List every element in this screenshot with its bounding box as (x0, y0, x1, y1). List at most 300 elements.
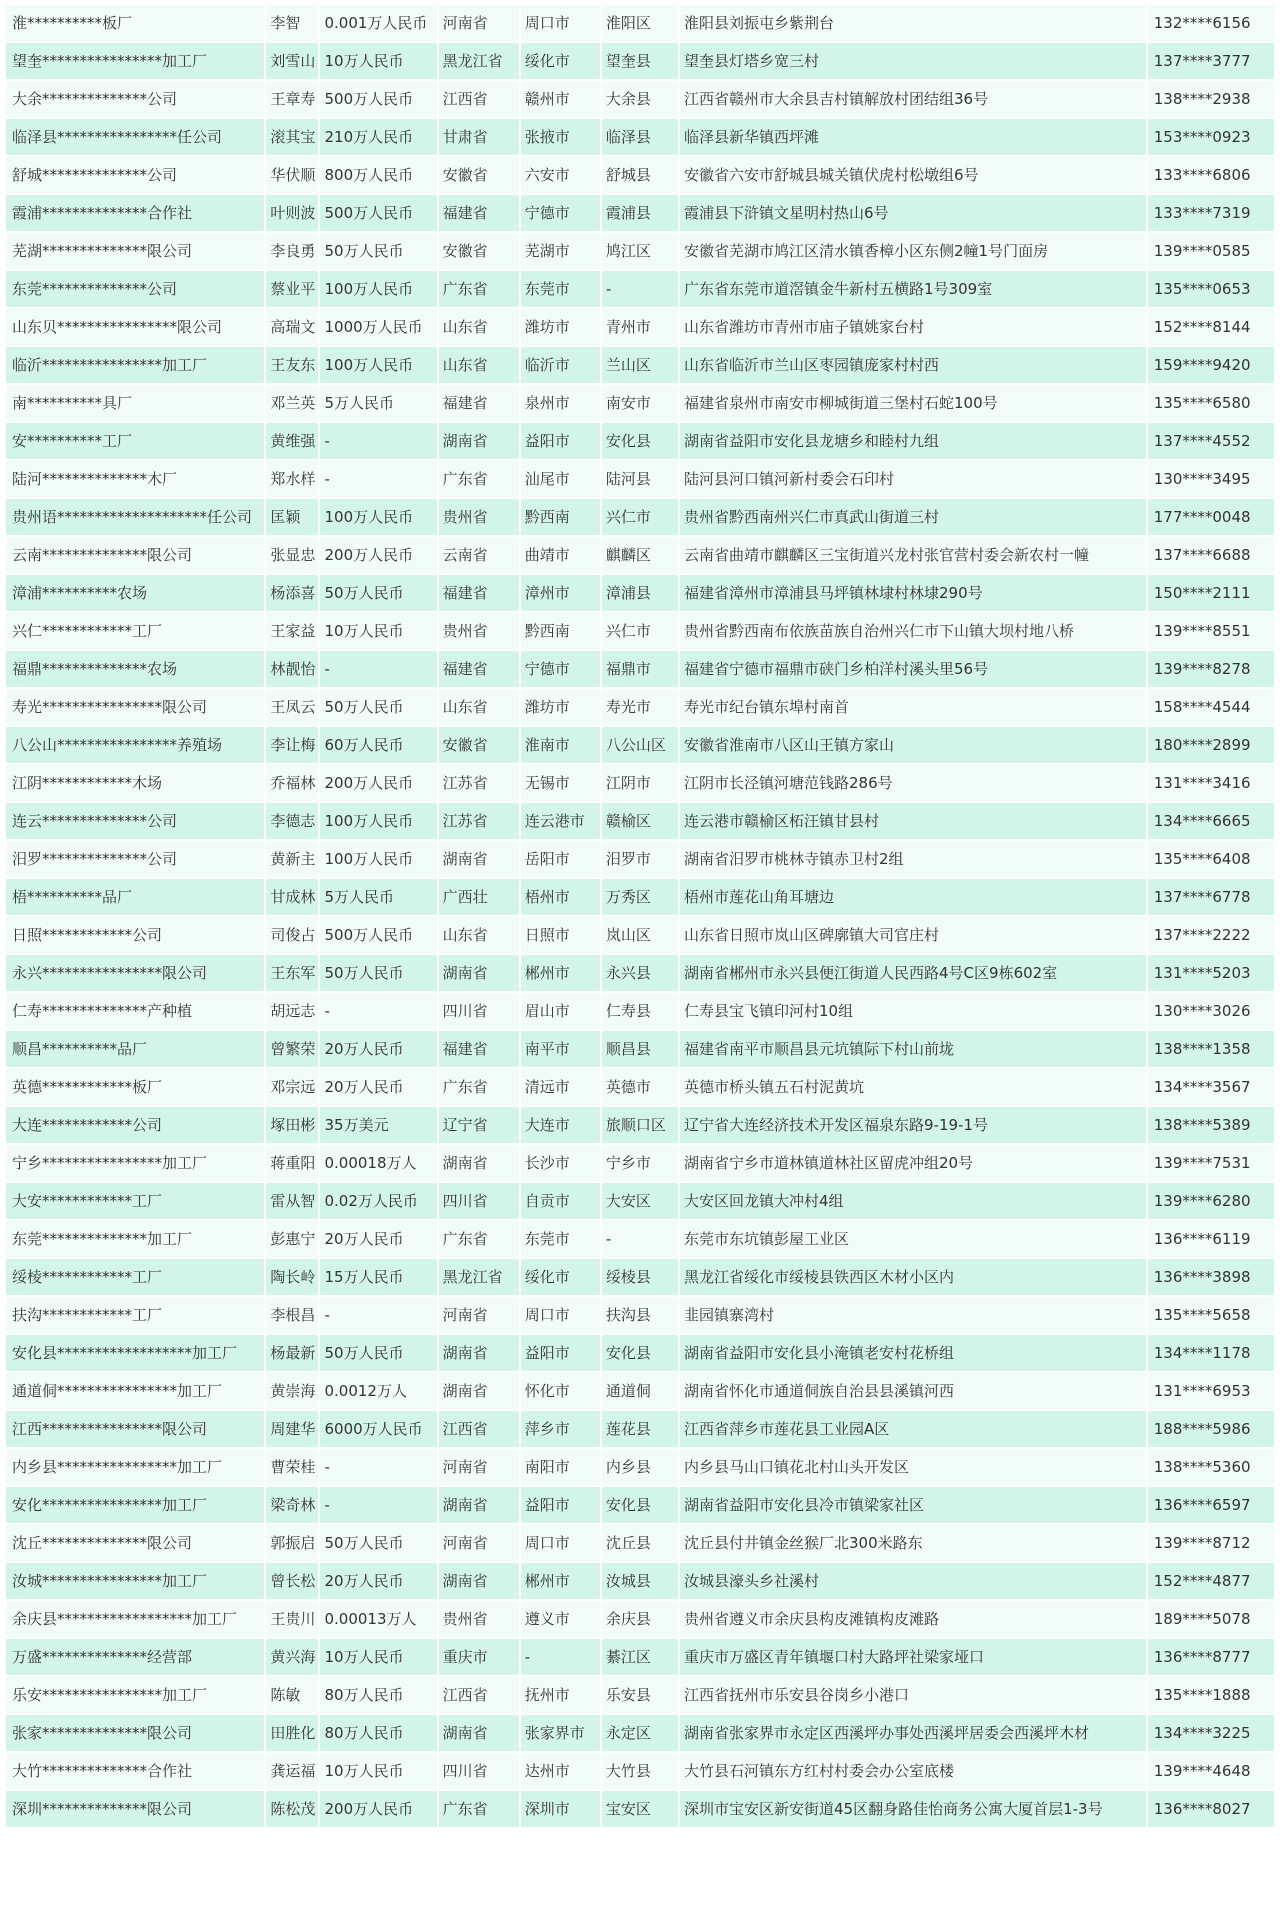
phone-cell: 134****3225 (1148, 1715, 1274, 1751)
district-cell: 鸠江区 (602, 233, 678, 269)
table-row (6, 347, 1274, 383)
legal-person-cell: 滚其宝 (266, 119, 318, 155)
city-cell: 临沂市 (521, 347, 600, 383)
phone-cell: 131****6953 (1148, 1373, 1274, 1409)
phone-cell: 137****6688 (1148, 537, 1274, 573)
province-cell: 辽宁省 (439, 1107, 519, 1143)
registered-capital-cell: 10万人民币 (320, 43, 436, 79)
registered-capital-cell: 60万人民币 (320, 727, 436, 763)
company-name-cell: 乐安****************加工厂 (6, 1677, 264, 1713)
legal-person-cell: 雷从智 (266, 1183, 318, 1219)
phone-cell: 139****8551 (1148, 613, 1274, 649)
province-cell: 四川省 (439, 1753, 519, 1789)
province-cell: 山东省 (439, 917, 519, 953)
registered-capital-cell: 50万人民币 (320, 955, 436, 991)
province-cell: 广东省 (439, 271, 519, 307)
province-cell: 广东省 (439, 461, 519, 497)
company-name-cell: 余庆县******************加工厂 (6, 1601, 264, 1637)
table-row (6, 1601, 1274, 1637)
district-cell: 兴仁市 (602, 499, 678, 535)
company-name-cell: 东莞**************加工厂 (6, 1221, 264, 1257)
phone-cell: 134****6665 (1148, 803, 1274, 839)
registered-capital-cell: 200万人民币 (320, 1791, 436, 1827)
registered-capital-cell: 0.00013万人 (320, 1601, 436, 1637)
city-cell: 淮南市 (521, 727, 600, 763)
phone-cell: 139****6280 (1148, 1183, 1274, 1219)
address-cell: 大竹县石河镇东方红村村委会办公室底楼 (680, 1753, 1146, 1789)
table-row (6, 1069, 1274, 1105)
province-cell: 江西省 (439, 81, 519, 117)
city-cell: 岳阳市 (521, 841, 600, 877)
registered-capital-cell: 100万人民币 (320, 271, 436, 307)
company-name-cell: 临沂****************加工厂 (6, 347, 264, 383)
legal-person-cell: 塚田彬 (266, 1107, 318, 1143)
company-name-cell: 贵州语********************任公司 (6, 499, 264, 535)
district-cell: 汨罗市 (602, 841, 678, 877)
district-cell: 安化县 (602, 1335, 678, 1371)
address-cell: 深圳市宝安区新安街道45区翻身路佳怡商务公寓大厦首层1-3号 (680, 1791, 1146, 1827)
registered-capital-cell: 5万人民币 (320, 879, 436, 915)
district-cell: 永定区 (602, 1715, 678, 1751)
province-cell: 贵州省 (439, 1601, 519, 1637)
address-cell: 寿光市纪台镇东埠村南首 (680, 689, 1146, 725)
legal-person-cell: 李智 (266, 5, 318, 41)
legal-person-cell: 甘成林 (266, 879, 318, 915)
district-cell: 南安市 (602, 385, 678, 421)
district-cell: 青州市 (602, 309, 678, 345)
legal-person-cell: 高瑞文 (266, 309, 318, 345)
legal-person-cell: 黄崇海 (266, 1373, 318, 1409)
registered-capital-cell: 0.02万人民币 (320, 1183, 436, 1219)
province-cell: 重庆市 (439, 1639, 519, 1675)
registered-capital-cell: 20万人民币 (320, 1031, 436, 1067)
phone-cell: 136****6597 (1148, 1487, 1274, 1523)
phone-cell: 134****1178 (1148, 1335, 1274, 1371)
table-row (6, 1107, 1274, 1143)
province-cell: 贵州省 (439, 613, 519, 649)
district-cell: 英德市 (602, 1069, 678, 1105)
district-cell: 漳浦县 (602, 575, 678, 611)
phone-cell: 152****8144 (1148, 309, 1274, 345)
table-row (6, 1335, 1274, 1371)
phone-cell: 138****2938 (1148, 81, 1274, 117)
company-name-cell: 内乡县****************加工厂 (6, 1449, 264, 1485)
city-cell: 六安市 (521, 157, 600, 193)
province-cell: 黑龙江省 (439, 43, 519, 79)
address-cell: 陆河县河口镇河新村委会石印村 (680, 461, 1146, 497)
registered-capital-cell: 500万人民币 (320, 81, 436, 117)
city-cell: 南阳市 (521, 1449, 600, 1485)
table-row (6, 5, 1274, 41)
city-cell: 益阳市 (521, 1487, 600, 1523)
table-row (6, 575, 1274, 611)
province-cell: 湖南省 (439, 841, 519, 877)
phone-cell: 135****0653 (1148, 271, 1274, 307)
table-row (6, 43, 1274, 79)
address-cell: 贵州省黔西南布依族苗族自治州兴仁市下山镇大坝村地八桥 (680, 613, 1146, 649)
legal-person-cell: 李根昌 (266, 1297, 318, 1333)
address-cell: 沈丘县付井镇金丝猴厂北300米路东 (680, 1525, 1146, 1561)
table-row (6, 309, 1274, 345)
province-cell: 湖南省 (439, 1373, 519, 1409)
registered-capital-cell: - (320, 651, 436, 687)
district-cell: 兰山区 (602, 347, 678, 383)
city-cell: 东莞市 (521, 1221, 600, 1257)
company-name-cell: 大连************公司 (6, 1107, 264, 1143)
city-cell: 连云港市 (521, 803, 600, 839)
address-cell: 湖南省张家界市永定区西溪坪办事处西溪坪居委会西溪坪木材 (680, 1715, 1146, 1751)
province-cell: 贵州省 (439, 499, 519, 535)
district-cell: 旅顺口区 (602, 1107, 678, 1143)
address-cell: 黑龙江省绥化市绥棱县铁西区木材小区内 (680, 1259, 1146, 1295)
province-cell: 广东省 (439, 1069, 519, 1105)
legal-person-cell: 彭惠宁 (266, 1221, 318, 1257)
city-cell: 宁德市 (521, 651, 600, 687)
district-cell: 临泽县 (602, 119, 678, 155)
legal-person-cell: 叶则波 (266, 195, 318, 231)
province-cell: 江苏省 (439, 803, 519, 839)
phone-cell: 180****2899 (1148, 727, 1274, 763)
table-row (6, 195, 1274, 231)
address-cell: 江西省萍乡市莲花县工业园A区 (680, 1411, 1146, 1447)
table-row (6, 1031, 1274, 1067)
province-cell: 湖南省 (439, 423, 519, 459)
table-row (6, 765, 1274, 801)
phone-cell: 138****5389 (1148, 1107, 1274, 1143)
district-cell: 余庆县 (602, 1601, 678, 1637)
phone-cell: 139****8712 (1148, 1525, 1274, 1561)
registered-capital-cell: 100万人民币 (320, 347, 436, 383)
phone-cell: 132****6156 (1148, 5, 1274, 41)
province-cell: 河南省 (439, 1449, 519, 1485)
address-cell: 山东省潍坊市青州市庙子镇姚家台村 (680, 309, 1146, 345)
company-name-cell: 福鼎**************农场 (6, 651, 264, 687)
province-cell: 山东省 (439, 347, 519, 383)
district-cell: 大余县 (602, 81, 678, 117)
phone-cell: 159****9420 (1148, 347, 1274, 383)
company-name-cell: 连云**************公司 (6, 803, 264, 839)
table-row (6, 1183, 1274, 1219)
district-cell: 江阴市 (602, 765, 678, 801)
company-table (4, 3, 1276, 1829)
city-cell: 潍坊市 (521, 689, 600, 725)
table-row (6, 1221, 1274, 1257)
city-cell: 曲靖市 (521, 537, 600, 573)
registered-capital-cell: 50万人民币 (320, 575, 436, 611)
address-cell: 韭园镇寨湾村 (680, 1297, 1146, 1333)
company-table-container (4, 3, 1276, 1829)
address-cell: 江西省抚州市乐安县谷岗乡小港口 (680, 1677, 1146, 1713)
address-cell: 梧州市莲花山角耳塘边 (680, 879, 1146, 915)
table-row (6, 1449, 1274, 1485)
phone-cell: 133****6806 (1148, 157, 1274, 193)
city-cell: 绥化市 (521, 1259, 600, 1295)
table-row (6, 1487, 1274, 1523)
district-cell: 绥棱县 (602, 1259, 678, 1295)
phone-cell: 135****6580 (1148, 385, 1274, 421)
company-name-cell: 八公山****************养殖场 (6, 727, 264, 763)
address-cell: 云南省曲靖市麒麟区三宝街道兴龙村张官营村委会新农村一幢 (680, 537, 1146, 573)
table-row (6, 1259, 1274, 1295)
district-cell: 赣榆区 (602, 803, 678, 839)
province-cell: 福建省 (439, 575, 519, 611)
registered-capital-cell: 15万人民币 (320, 1259, 436, 1295)
city-cell: 周口市 (521, 1525, 600, 1561)
company-name-cell: 沈丘**************限公司 (6, 1525, 264, 1561)
phone-cell: 158****4544 (1148, 689, 1274, 725)
table-row (6, 993, 1274, 1029)
company-name-cell: 大安************工厂 (6, 1183, 264, 1219)
district-cell: 綦江区 (602, 1639, 678, 1675)
address-cell: 湖南省益阳市安化县小淹镇老安村花桥组 (680, 1335, 1146, 1371)
legal-person-cell: 匡颖 (266, 499, 318, 535)
legal-person-cell: 陈松茂 (266, 1791, 318, 1827)
province-cell: 江西省 (439, 1677, 519, 1713)
phone-cell: 133****7319 (1148, 195, 1274, 231)
district-cell: 八公山区 (602, 727, 678, 763)
company-name-cell: 江西****************限公司 (6, 1411, 264, 1447)
legal-person-cell: 曹荣桂 (266, 1449, 318, 1485)
phone-cell: 137****3777 (1148, 43, 1274, 79)
company-name-cell: 大竹**************合作社 (6, 1753, 264, 1789)
company-name-cell: 通道侗****************加工厂 (6, 1373, 264, 1409)
table-row (6, 1639, 1274, 1675)
address-cell: 大安区回龙镇大冲村4组 (680, 1183, 1146, 1219)
legal-person-cell: 王东军 (266, 955, 318, 991)
table-row (6, 727, 1274, 763)
address-cell: 仁寿县宝飞镇印河村10组 (680, 993, 1146, 1029)
company-name-cell: 望奎****************加工厂 (6, 43, 264, 79)
city-cell: 大连市 (521, 1107, 600, 1143)
address-cell: 湖南省益阳市安化县冷市镇梁家社区 (680, 1487, 1146, 1523)
district-cell: 寿光市 (602, 689, 678, 725)
province-cell: 湖南省 (439, 1145, 519, 1181)
table-row (6, 651, 1274, 687)
phone-cell: 135****6408 (1148, 841, 1274, 877)
legal-person-cell: 李德志 (266, 803, 318, 839)
city-cell: 眉山市 (521, 993, 600, 1029)
table-row (6, 1373, 1274, 1409)
table-row (6, 955, 1274, 991)
registered-capital-cell: 50万人民币 (320, 689, 436, 725)
company-name-cell: 南**********具厂 (6, 385, 264, 421)
table-row (6, 917, 1274, 953)
registered-capital-cell: 80万人民币 (320, 1715, 436, 1751)
district-cell: 汝城县 (602, 1563, 678, 1599)
phone-cell: 137****2222 (1148, 917, 1274, 953)
table-row (6, 1563, 1274, 1599)
company-name-cell: 漳浦**********农场 (6, 575, 264, 611)
address-cell: 贵州省遵义市余庆县构皮滩镇构皮滩路 (680, 1601, 1146, 1637)
company-name-cell: 汨罗**************公司 (6, 841, 264, 877)
registered-capital-cell: 80万人民币 (320, 1677, 436, 1713)
company-name-cell: 万盛**************经营部 (6, 1639, 264, 1675)
legal-person-cell: 张显忠 (266, 537, 318, 573)
city-cell: 自贡市 (521, 1183, 600, 1219)
district-cell: 乐安县 (602, 1677, 678, 1713)
registered-capital-cell: 100万人民币 (320, 841, 436, 877)
province-cell: 安徽省 (439, 727, 519, 763)
legal-person-cell: 周建华 (266, 1411, 318, 1447)
address-cell: 广东省东莞市道滘镇金牛新村五横路1号309室 (680, 271, 1146, 307)
address-cell: 湖南省郴州市永兴县便江街道人民西路4号C区9栋602室 (680, 955, 1146, 991)
province-cell: 河南省 (439, 1525, 519, 1561)
table-row (6, 537, 1274, 573)
phone-cell: 136****6119 (1148, 1221, 1274, 1257)
registered-capital-cell: - (320, 1487, 436, 1523)
address-cell: 安徽省淮南市八区山王镇方家山 (680, 727, 1146, 763)
address-cell: 临泽县新华镇西坪滩 (680, 119, 1146, 155)
city-cell: 无锡市 (521, 765, 600, 801)
address-cell: 贵州省黔西南州兴仁市真武山街道三村 (680, 499, 1146, 535)
province-cell: 广东省 (439, 1221, 519, 1257)
registered-capital-cell: - (320, 1297, 436, 1333)
phone-cell: 177****0048 (1148, 499, 1274, 535)
company-name-cell: 大余**************公司 (6, 81, 264, 117)
registered-capital-cell: 50万人民币 (320, 233, 436, 269)
legal-person-cell: 郭振启 (266, 1525, 318, 1561)
table-row (6, 119, 1274, 155)
table-row (6, 233, 1274, 269)
province-cell: 湖南省 (439, 955, 519, 991)
registered-capital-cell: - (320, 993, 436, 1029)
district-cell: 顺昌县 (602, 1031, 678, 1067)
registered-capital-cell: 500万人民币 (320, 917, 436, 953)
legal-person-cell: 王友东 (266, 347, 318, 383)
province-cell: 河南省 (439, 1297, 519, 1333)
registered-capital-cell: 10万人民币 (320, 1639, 436, 1675)
table-row (6, 613, 1274, 649)
district-cell: 宁乡市 (602, 1145, 678, 1181)
district-cell: 兴仁市 (602, 613, 678, 649)
district-cell: 内乡县 (602, 1449, 678, 1485)
city-cell: 南平市 (521, 1031, 600, 1067)
province-cell: 江西省 (439, 1411, 519, 1447)
table-row (6, 271, 1274, 307)
phone-cell: 136****8777 (1148, 1639, 1274, 1675)
table-row (6, 385, 1274, 421)
registered-capital-cell: 10万人民币 (320, 1753, 436, 1789)
district-cell: 陆河县 (602, 461, 678, 497)
province-cell: 江苏省 (439, 765, 519, 801)
district-cell: 安化县 (602, 1487, 678, 1523)
company-name-cell: 江阴************木场 (6, 765, 264, 801)
district-cell: - (602, 271, 678, 307)
address-cell: 淮阳县刘振屯乡紫荆台 (680, 5, 1146, 41)
company-name-cell: 绥棱************工厂 (6, 1259, 264, 1295)
phone-cell: 136****3898 (1148, 1259, 1274, 1295)
address-cell: 湖南省汨罗市桃林寺镇赤卫村2组 (680, 841, 1146, 877)
city-cell: 益阳市 (521, 423, 600, 459)
address-cell: 内乡县马山口镇花北村山头开发区 (680, 1449, 1146, 1485)
district-cell: 仁寿县 (602, 993, 678, 1029)
address-cell: 辽宁省大连经济技术开发区福泉东路9-19-1号 (680, 1107, 1146, 1143)
city-cell: 郴州市 (521, 955, 600, 991)
city-cell: 泉州市 (521, 385, 600, 421)
district-cell: - (602, 1221, 678, 1257)
legal-person-cell: 胡远志 (266, 993, 318, 1029)
address-cell: 安徽省芜湖市鸠江区清水镇香樟小区东侧2幢1号门面房 (680, 233, 1146, 269)
company-name-cell: 安**********工厂 (6, 423, 264, 459)
province-cell: 河南省 (439, 5, 519, 41)
province-cell: 山东省 (439, 309, 519, 345)
district-cell: 万秀区 (602, 879, 678, 915)
table-row (6, 1791, 1274, 1827)
province-cell: 广东省 (439, 1791, 519, 1827)
registered-capital-cell: 200万人民币 (320, 765, 436, 801)
address-cell: 霞浦县下浒镇文星明村热山6号 (680, 195, 1146, 231)
registered-capital-cell: - (320, 423, 436, 459)
district-cell: 岚山区 (602, 917, 678, 953)
phone-cell: 135****5658 (1148, 1297, 1274, 1333)
phone-cell: 131****3416 (1148, 765, 1274, 801)
legal-person-cell: 曾长松 (266, 1563, 318, 1599)
table-row (6, 1753, 1274, 1789)
city-cell: 张掖市 (521, 119, 600, 155)
registered-capital-cell: 50万人民币 (320, 1525, 436, 1561)
city-cell: 芜湖市 (521, 233, 600, 269)
district-cell: 淮阳区 (602, 5, 678, 41)
legal-person-cell: 蔡业平 (266, 271, 318, 307)
district-cell: 大安区 (602, 1183, 678, 1219)
company-name-cell: 汝城****************加工厂 (6, 1563, 264, 1599)
table-body (6, 5, 1274, 1827)
company-name-cell: 张家**************限公司 (6, 1715, 264, 1751)
city-cell: 漳州市 (521, 575, 600, 611)
city-cell: 达州市 (521, 1753, 600, 1789)
address-cell: 福建省漳州市漳浦县马坪镇林埭村林埭290号 (680, 575, 1146, 611)
phone-cell: 135****1888 (1148, 1677, 1274, 1713)
legal-person-cell: 林靓怡 (266, 651, 318, 687)
province-cell: 安徽省 (439, 233, 519, 269)
province-cell: 福建省 (439, 385, 519, 421)
province-cell: 四川省 (439, 993, 519, 1029)
legal-person-cell: 蒋重阳 (266, 1145, 318, 1181)
legal-person-cell: 李让梅 (266, 727, 318, 763)
registered-capital-cell: 0.0012万人 (320, 1373, 436, 1409)
table-row (6, 1145, 1274, 1181)
address-cell: 汝城县濠头乡社溪村 (680, 1563, 1146, 1599)
legal-person-cell: 王章寿 (266, 81, 318, 117)
city-cell: 益阳市 (521, 1335, 600, 1371)
address-cell: 湖南省怀化市通道侗族自治县县溪镇河西 (680, 1373, 1146, 1409)
company-name-cell: 梧**********品厂 (6, 879, 264, 915)
registered-capital-cell: 100万人民币 (320, 803, 436, 839)
company-name-cell: 临泽县****************任公司 (6, 119, 264, 155)
province-cell: 云南省 (439, 537, 519, 573)
registered-capital-cell: 0.00018万人 (320, 1145, 436, 1181)
legal-person-cell: 王凤云 (266, 689, 318, 725)
city-cell: 抚州市 (521, 1677, 600, 1713)
legal-person-cell: 黄新主 (266, 841, 318, 877)
company-name-cell: 淮**********板厂 (6, 5, 264, 41)
registered-capital-cell: 200万人民币 (320, 537, 436, 573)
address-cell: 山东省日照市岚山区碑廓镇大司官庄村 (680, 917, 1146, 953)
address-cell: 福建省泉州市南安市柳城街道三堡村石蛇100号 (680, 385, 1146, 421)
legal-person-cell: 华伏顺 (266, 157, 318, 193)
registered-capital-cell: 500万人民币 (320, 195, 436, 231)
city-cell: 郴州市 (521, 1563, 600, 1599)
district-cell: 霞浦县 (602, 195, 678, 231)
legal-person-cell: 梁奇林 (266, 1487, 318, 1523)
city-cell: 清远市 (521, 1069, 600, 1105)
phone-cell: 130****3495 (1148, 461, 1274, 497)
address-cell: 江阴市长泾镇河塘范钱路286号 (680, 765, 1146, 801)
table-row (6, 1525, 1274, 1561)
phone-cell: 139****7531 (1148, 1145, 1274, 1181)
registered-capital-cell: 20万人民币 (320, 1069, 436, 1105)
phone-cell: 188****5986 (1148, 1411, 1274, 1447)
